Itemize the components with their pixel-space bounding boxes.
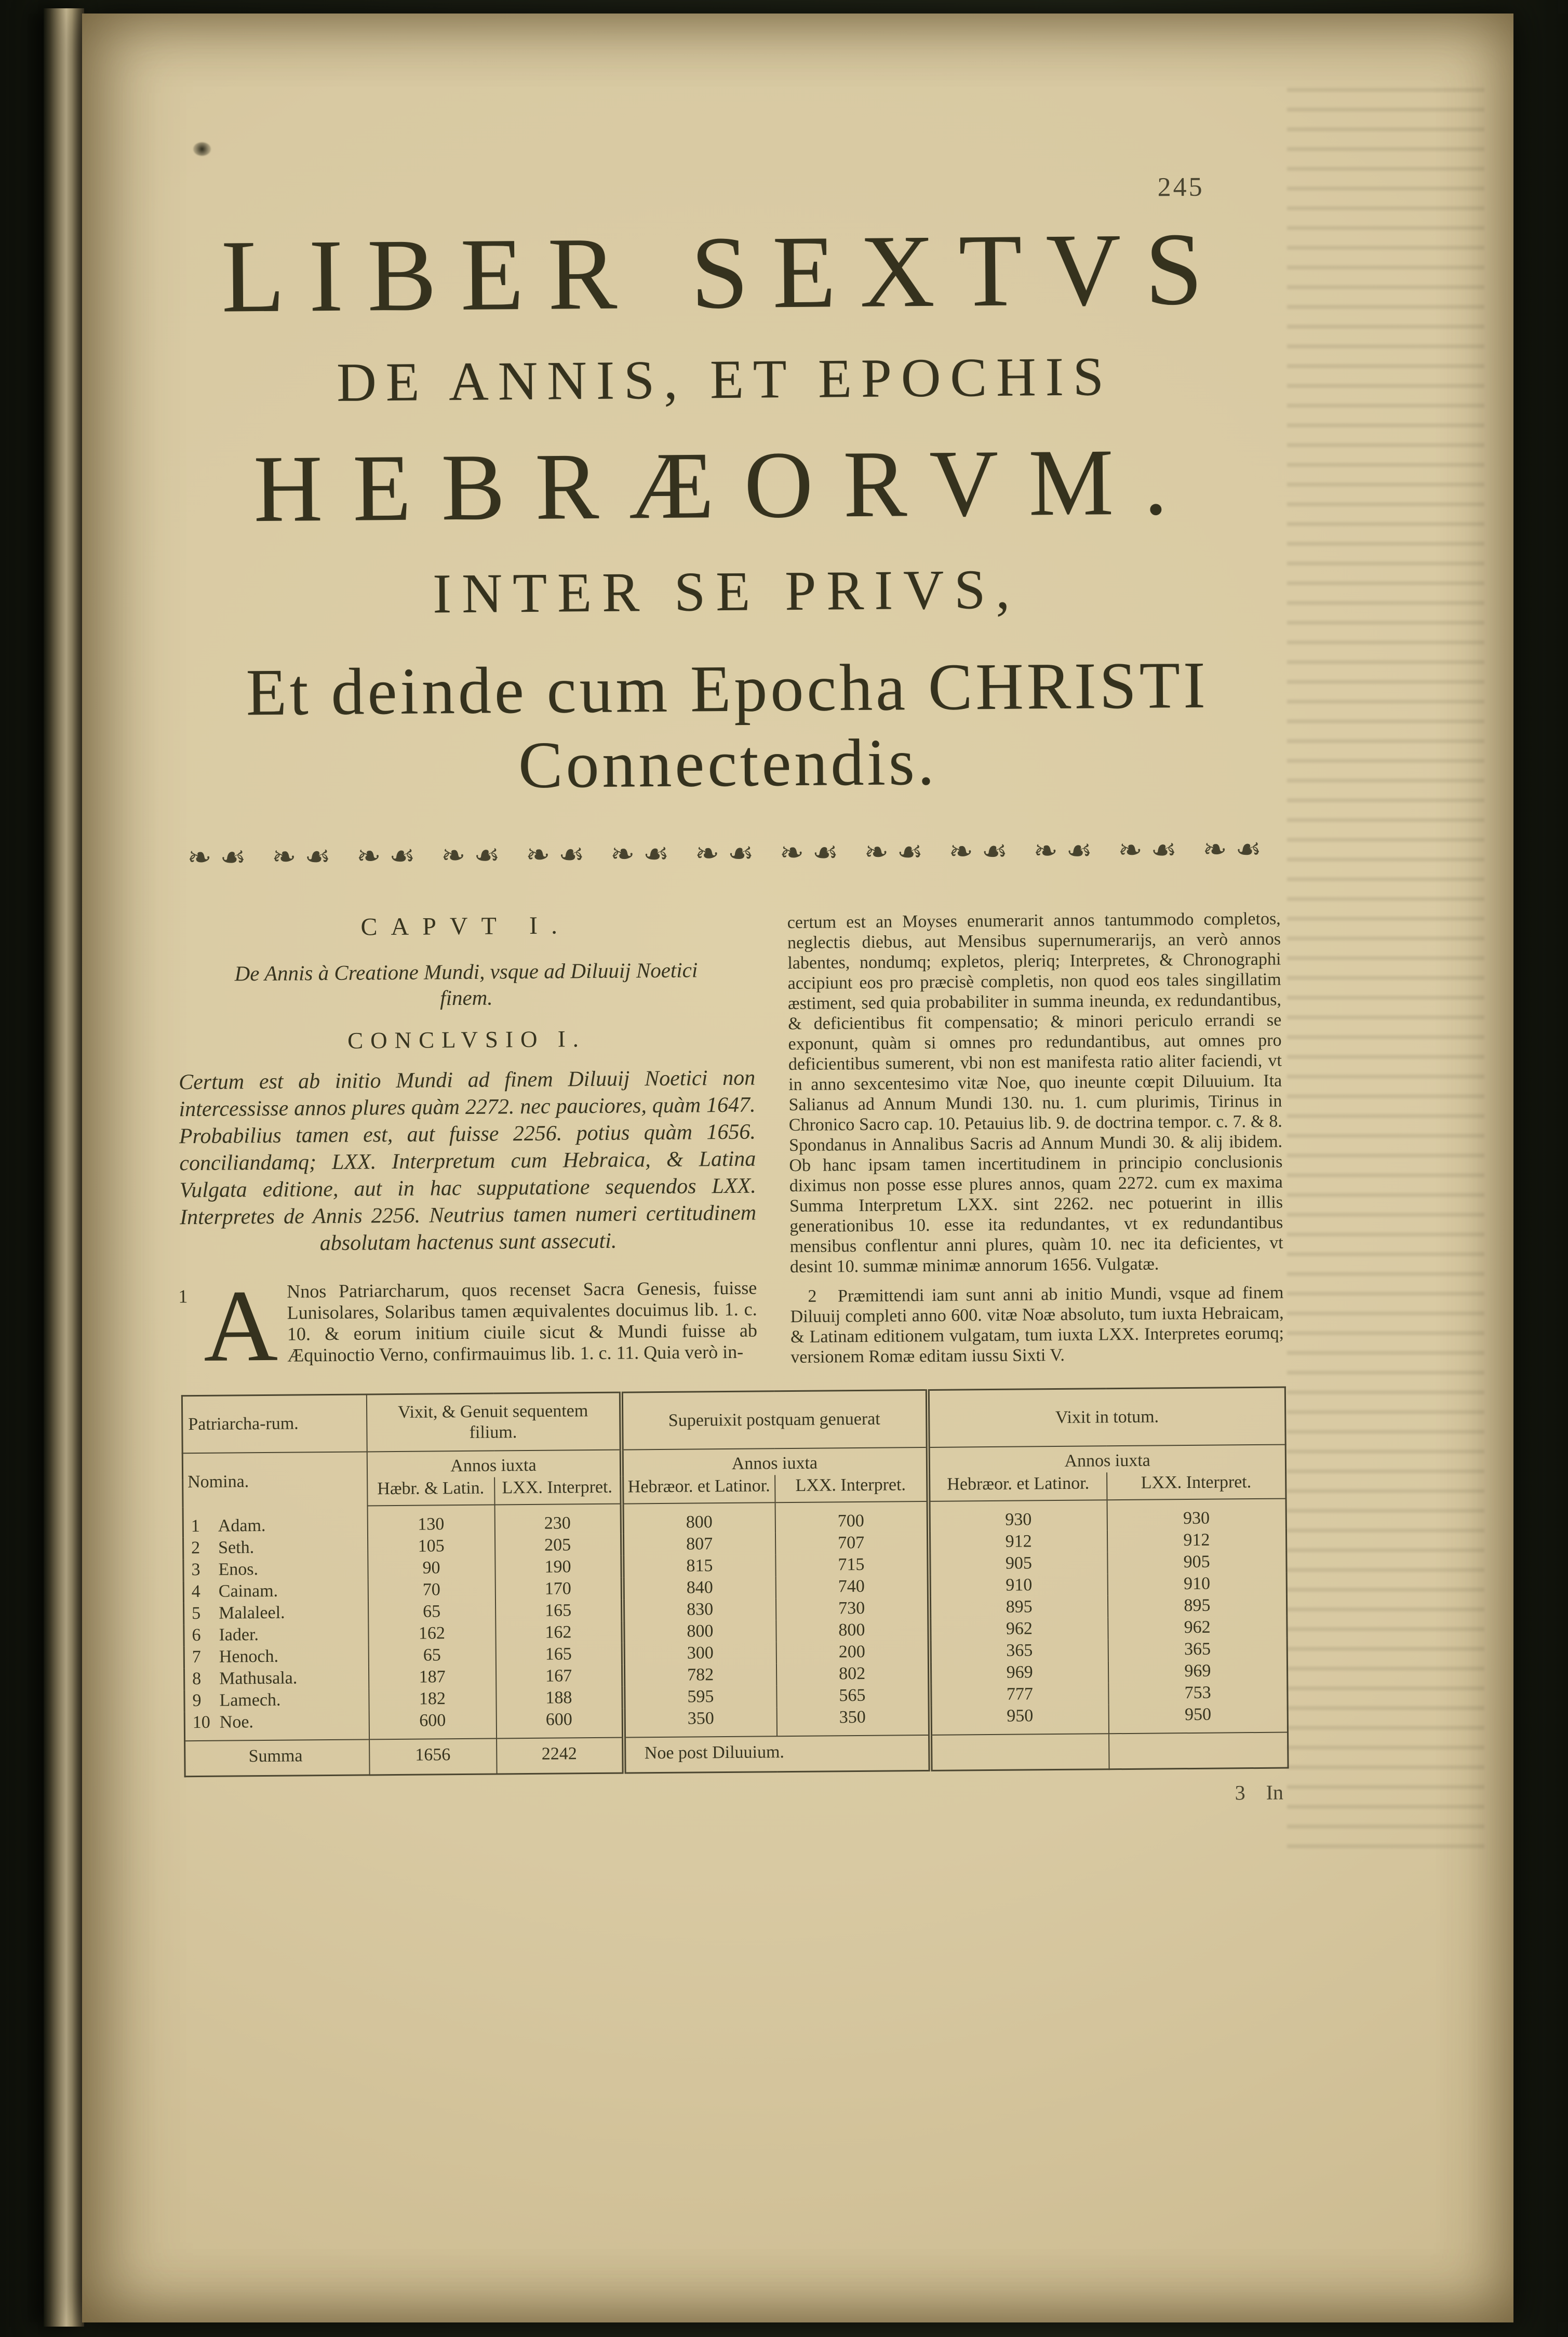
paragraph-1 bbox=[178, 1268, 758, 1383]
conclusio-text: Certum est ab initio Mundi ad finem Diluuij Noetici non intercessisse annos plures quàm 2272. nec pauciores, quàm 1647. Probabilius tamen est, aut fuisse 2256. potius quàm 1656. conciliandamq; LXX. Interpretum cum Hebraica, & Latina Vulgata editione, aut in hac supputatione sequendos LXX. Interpretes de Annis 2256. Neutrius tamen numeri certitudinem absolutam hactenus sunt assecuti. bbox=[178, 1066, 757, 1256]
patriarch-name-cell: 2 Seth. bbox=[191, 1538, 254, 1558]
patriarch-name-cell: 7 Henoch. bbox=[192, 1646, 279, 1667]
patriarch-value-cell: 165 bbox=[495, 1643, 623, 1666]
title-line-2: DE ANNIS, ET EPOCHIS bbox=[336, 346, 1114, 413]
header-nomina: Nomina. bbox=[187, 1471, 249, 1492]
patriarch-value-cell: 782 bbox=[623, 1663, 776, 1686]
patriarch-row-number: 3 bbox=[191, 1560, 200, 1580]
patriarch-value-cell: 365 bbox=[1108, 1638, 1287, 1661]
chapter-subtitle: De Annis à Creatione Mundi, vsque ad Diluuij Noetici finem. bbox=[234, 958, 698, 1010]
patriarch-value-cell: 912 bbox=[1107, 1529, 1286, 1552]
patriarch-name-cell: 8 Mathusala. bbox=[192, 1668, 298, 1689]
patriarch-value-cell: 807 bbox=[622, 1533, 775, 1555]
patriarch-value-cell: 707 bbox=[775, 1532, 928, 1554]
header-hebr-latin-2: Hebræor. et Latinor. bbox=[622, 1475, 775, 1503]
patriarch-value-cell: 777 bbox=[930, 1683, 1108, 1706]
patriarch-value-cell: 190 bbox=[495, 1556, 622, 1579]
patriarch-value-cell: 969 bbox=[929, 1661, 1108, 1684]
body-paragraph-2 bbox=[790, 1283, 1284, 1367]
title-line-5: Et deinde cum Epocha CHRISTI bbox=[246, 648, 1209, 730]
body-paragraph-1: certum est an Moyses enumerarit annos tantummodo completos, neglectis diebus, aut Mensibus supernumerarijs, an verò annos labentes, nondumq; expletos, pleriq; Interpretes, & Chronographi accipiunt eos pro præcisè completis, non quod eos tales singillatim æstiment, sed quia probabiliter in summa ineunda, ex redundantibus, & deficientibus fit compensatio; & minori periculo errandi se exponunt, quàm si omnes pro redundantibus, aut omnes pro deficientibus sumerent, vbi non est manifesta ratio aliter faciendi, vt in anno sexcentesimo vitæ Noe, quo ineunte cœpit Diluuium. Ita Salianus ad Annum Mundi 130. nu. 1. cum plurimis, Tirinus in Chronico Sacro cap. 10. Petauius lib. 9. de doctrina tempor. c. 7. & 8. Spondanus in Annalibus Sacris ad Annum Mundi 30. & alij ibidem. Ob hanc ipsam tamen incertitudinem in principio conclusionis diximus non posse esse plures annos, quam 2272. cum ex maxima Summa Interpretum LXX. sint 2262. nec potuerint in illis generationibus 10. esse ita redundantes, vt ex redundantibus mensibus conflentur anni plures, quàm 10. nec ita deficientes, vt desint 10. summæ minimæ annorum 1656. Vulgatæ. bbox=[787, 909, 1283, 1277]
patriarch-value-cell: 910 bbox=[929, 1574, 1107, 1597]
patriarch-value-cell: 130 bbox=[367, 1505, 494, 1536]
patriarch-value-cell: 600 bbox=[369, 1710, 496, 1740]
page-content bbox=[170, 9, 1292, 2327]
paragraph-2-text: Præmittendi iam sunt anni ab initio Mundi, vsque ad finem Diluuij completi anno 600. vitæ Noæ absoluto, tum iuxta Hebraicam, & Latinam editionem vulgatam, tum iuxta LXX. Interpretes eorumq; versionem Romæ editam iussu Sixti V. bbox=[790, 1283, 1284, 1367]
patriarch-name-cell: 1 Adam. bbox=[191, 1515, 266, 1536]
patriarch-value-cell: 182 bbox=[369, 1688, 496, 1711]
patriarch-name-cell: 6 Iader. bbox=[192, 1625, 259, 1645]
patriarch-value-cell: 300 bbox=[623, 1642, 776, 1664]
summa-empty-cell bbox=[930, 1734, 1109, 1770]
title-block bbox=[172, 211, 1280, 802]
header-patriarcharum: Patriarcha-rum. bbox=[182, 1394, 367, 1453]
patriarch-value-cell: 912 bbox=[928, 1530, 1107, 1553]
summa-lxx-value: 2242 bbox=[497, 1738, 624, 1774]
patriarch-value-cell: 962 bbox=[929, 1617, 1108, 1641]
page-edge-stack bbox=[44, 8, 84, 2327]
patriarch-name-cell: 9 Lamech. bbox=[192, 1690, 281, 1711]
patriarch-value-cell: 895 bbox=[929, 1595, 1107, 1619]
patriarch-row-number: 2 bbox=[191, 1538, 200, 1558]
header-lxx-3: LXX. Interpret. bbox=[1107, 1471, 1286, 1500]
patriarch-value-cell: 830 bbox=[622, 1598, 775, 1621]
patriarch-value-cell: 950 bbox=[930, 1704, 1108, 1735]
patriarch-value-cell: 205 bbox=[494, 1534, 622, 1557]
fleuron-ornament-row: ❧☙ ❧☙ ❧☙ ❧☙ ❧☙ ❧☙ ❧☙ ❧☙ ❧☙ ❧☙ ❧☙ ❧☙ ❧☙ bbox=[187, 832, 1270, 875]
paragraph-1-text: Nnos Patriarcharum, quos recenset Sacra Genesis, fuisse Lunisolares, Solaribus tamen æquivalentes docuimus lib. 1. c. 10. & eorum initium ciuile sicut & Mundi fuisse ab Æquinoctio Verno, confirmauimus lib. 1. c. 11. Quia verò in- bbox=[287, 1277, 758, 1366]
page-paper bbox=[82, 14, 1513, 2322]
header-group-vixit-in-totum: Vixit in totum. bbox=[927, 1387, 1285, 1447]
patriarch-row-number: 5 bbox=[192, 1603, 201, 1623]
patriarch-row-number: 6 bbox=[192, 1625, 201, 1645]
patriarch-value-cell: 969 bbox=[1108, 1660, 1287, 1683]
drop-cap: A bbox=[203, 1268, 278, 1383]
patriarch-table bbox=[181, 1387, 1289, 1778]
text-columns bbox=[178, 909, 1284, 1383]
patriarch-value-cell: 895 bbox=[1107, 1594, 1286, 1618]
patriarch-value-cell: 90 bbox=[368, 1557, 495, 1580]
paragraph-number: 2 bbox=[808, 1286, 817, 1306]
header-group-superuixit: Superuixit postquam genuerat bbox=[621, 1390, 928, 1449]
patriarch-value-cell: 105 bbox=[368, 1535, 495, 1558]
signature-catchword: 3 In bbox=[1235, 1780, 1284, 1805]
patriarch-row-number: 7 bbox=[192, 1647, 201, 1667]
patriarch-value-cell: 350 bbox=[623, 1707, 776, 1737]
patriarch-name-cell: 3 Enos. bbox=[191, 1560, 259, 1580]
patriarch-table-body bbox=[183, 1499, 1288, 1741]
patriarch-value-cell: 188 bbox=[496, 1687, 623, 1710]
title-line-1: LIBER SEXTVS bbox=[221, 211, 1227, 334]
header-hebr-latin-1: Hæbr. & Latin. bbox=[367, 1478, 494, 1506]
paragraph-number: 1 bbox=[178, 1286, 188, 1307]
header-annos-iuxta-1: Annos iuxta bbox=[367, 1450, 621, 1479]
header-annos-iuxta-3: Annos iuxta bbox=[928, 1445, 1285, 1474]
patriarch-value-cell: 187 bbox=[368, 1666, 495, 1689]
header-group-vixit-genuit: Vixit, & Genuit sequentem filium. bbox=[366, 1392, 621, 1452]
patriarch-value-cell: 565 bbox=[776, 1684, 930, 1707]
patriarch-value-cell: 350 bbox=[776, 1706, 930, 1736]
patriarch-value-cell: 365 bbox=[929, 1639, 1108, 1662]
patriarch-value-cell: 162 bbox=[368, 1622, 495, 1645]
patriarch-row-number: 9 bbox=[192, 1690, 202, 1711]
summa-empty-cell bbox=[1109, 1732, 1289, 1769]
patriarch-value-cell: 595 bbox=[623, 1685, 776, 1708]
patriarch-value-cell: 200 bbox=[776, 1641, 929, 1663]
header-lxx-1: LXX. Interpret. bbox=[494, 1476, 622, 1505]
patriarch-value-cell: 65 bbox=[368, 1601, 495, 1623]
patriarch-value-cell: 700 bbox=[775, 1501, 928, 1533]
summa-note: Noe post Diluuium. bbox=[624, 1735, 931, 1773]
patriarch-value-cell: 930 bbox=[928, 1500, 1107, 1532]
patriarch-value-cell: 170 bbox=[495, 1578, 622, 1601]
patriarch-value-cell: 910 bbox=[1107, 1573, 1286, 1596]
patriarch-value-cell: 840 bbox=[622, 1576, 775, 1599]
patriarch-value-cell: 230 bbox=[494, 1504, 622, 1535]
patriarch-name-cell: 4 Cainam. bbox=[191, 1581, 278, 1602]
patriarch-row-number: 1 bbox=[191, 1516, 200, 1536]
patriarch-value-cell: 802 bbox=[776, 1662, 929, 1685]
patriarch-name-cell: 5 Malaleel. bbox=[192, 1603, 285, 1623]
page-number: 245 bbox=[1157, 172, 1204, 203]
patriarch-value-cell: 165 bbox=[495, 1600, 622, 1622]
summa-label: Summa bbox=[185, 1739, 370, 1776]
right-column bbox=[787, 909, 1284, 1367]
patriarch-value-cell: 162 bbox=[495, 1621, 623, 1644]
patriarch-value-cell: 715 bbox=[775, 1553, 929, 1576]
patriarch-value-cell: 905 bbox=[1107, 1551, 1286, 1574]
patriarch-value-cell: 800 bbox=[622, 1502, 775, 1534]
summa-hebr-value: 1656 bbox=[369, 1739, 497, 1775]
header-hebr-latin-3: Hebræor. et Latinor. bbox=[928, 1472, 1107, 1501]
patriarch-value-cell: 730 bbox=[775, 1597, 929, 1620]
patriarch-row-number: 10 bbox=[192, 1712, 210, 1732]
patriarch-value-cell: 962 bbox=[1108, 1616, 1287, 1640]
title-line-3: HEBRÆORVM. bbox=[253, 428, 1198, 542]
patriarch-value-cell: 753 bbox=[1108, 1682, 1288, 1705]
verso-showthrough bbox=[1287, 81, 1484, 1857]
patriarch-value-cell: 950 bbox=[1108, 1703, 1288, 1734]
patriarch-value-cell: 800 bbox=[776, 1619, 929, 1642]
patriarch-row-number: 4 bbox=[191, 1581, 200, 1602]
patriarch-name-cell: 10 Noe. bbox=[192, 1712, 254, 1732]
title-line-4: INTER SE PRIVS, bbox=[432, 558, 1021, 625]
title-line-6: Connectendis. bbox=[518, 724, 938, 802]
patriarch-value-cell: 65 bbox=[368, 1644, 495, 1667]
left-column bbox=[178, 911, 758, 1383]
patriarch-value-cell: 930 bbox=[1107, 1499, 1286, 1530]
patriarch-table-header bbox=[182, 1387, 1286, 1507]
patriarch-value-cell: 815 bbox=[622, 1554, 775, 1577]
chapter-heading: CAPVT I. bbox=[360, 911, 571, 941]
patriarch-value-cell: 167 bbox=[495, 1665, 623, 1688]
patriarch-value-cell: 800 bbox=[623, 1620, 776, 1643]
patriarch-row-number: 8 bbox=[192, 1669, 202, 1689]
patriarch-value-cell: 740 bbox=[775, 1575, 929, 1598]
patriarch-value-cell: 600 bbox=[496, 1709, 623, 1739]
header-annos-iuxta-2: Annos iuxta bbox=[621, 1447, 928, 1476]
patriarch-value-cell: 70 bbox=[368, 1579, 495, 1602]
patriarch-value-cell: 905 bbox=[929, 1552, 1107, 1575]
header-lxx-2: LXX. Interpret. bbox=[775, 1474, 928, 1502]
conclusio-heading: CONCLVSIO I. bbox=[347, 1026, 586, 1054]
